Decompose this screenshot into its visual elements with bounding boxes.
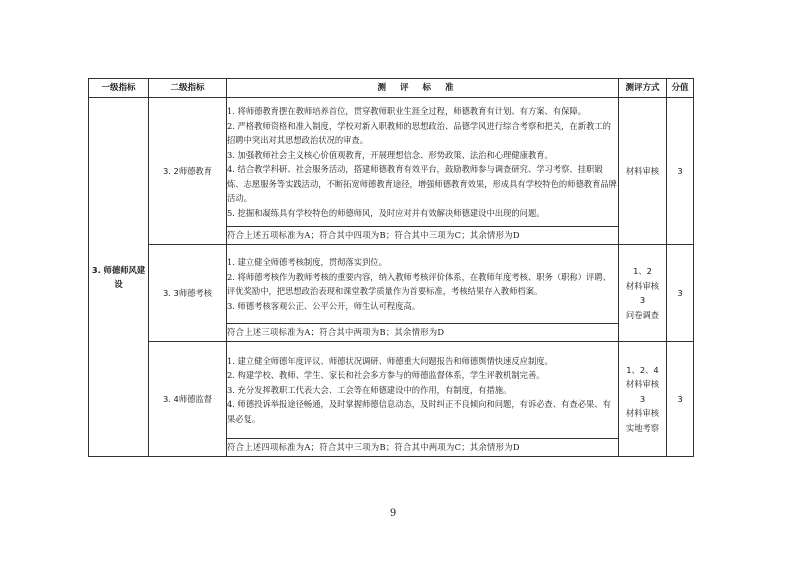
header-standard: 测评标准 [227, 79, 619, 98]
method-line: 问卷调查 [625, 309, 660, 320]
score-cell: 3 [667, 245, 694, 342]
summary-cell: 符合上述三项标准为A；符合其中两项为B；其余情形为D [227, 324, 619, 342]
score-cell: 3 [667, 98, 694, 245]
method-line: 1、2 [633, 266, 652, 276]
level1-cell: 3. 师德师风建设 [89, 98, 149, 457]
summary-cell: 符合上述五项标准为A；符合其中四项为B；符合其中三项为C；其余情形为D [227, 227, 619, 245]
level2-cell: 3. 2师德教育 [149, 98, 227, 245]
page-number: 9 [389, 508, 397, 519]
standard-item: 1. 建立健全师德年度评议、师德状况调研、师德重大问题报告和师德舆情快速反应制度。 [227, 355, 553, 366]
standard-item: 2. 将师德考核作为教师考核的重要内容，纳入教师考核评价体系，在教师年度考核、职务（职称）评聘、评优奖励中，把思想政治表现和课堂教学质量作为首要标准，考核结果存入教师档案。 [227, 271, 611, 296]
level2-cell: 3. 4师德监督 [149, 342, 227, 457]
method-line: 材料审核 [625, 408, 660, 419]
evaluation-table [88, 78, 694, 457]
standard-item: 2. 构建学校、教师、学生、家长和社会多方参与的师德监督体系，学生评教机制完善。 [227, 370, 545, 381]
standard-item: 3. 加强教师社会主义核心价值观教育，开展理想信念、形势政策、法治和心理健康教育。 [227, 149, 553, 160]
level2-cell: 3. 3师德考核 [149, 245, 227, 342]
standard-item: 2. 严格教师资格和准入制度，学校对新入职教师的思想政治、品德学风进行综合考察和把关，在新教工的招聘中突出对其思想政治状况的审查。 [227, 120, 611, 145]
header-level2: 二级指标 [149, 79, 227, 98]
score-cell: 3 [667, 342, 694, 457]
method-line: 1、2、4 [626, 364, 659, 375]
header-score: 分值 [667, 79, 694, 98]
method-cell [619, 98, 667, 245]
method-line: 3 [639, 295, 646, 305]
method-line: 材料审核 [625, 165, 660, 176]
method-cell [619, 245, 667, 342]
standard-item: 3. 充分发挥教职工代表大会、工会等在师德建设中的作用，有制度，有措施。 [227, 384, 512, 395]
summary-cell: 符合上述四项标准为A；符合其中三项为B；符合其中两项为C；其余情形为D [227, 439, 619, 457]
header-row [89, 79, 694, 98]
table-row [89, 98, 694, 227]
standard-items-cell [227, 245, 619, 324]
table-row [89, 342, 694, 439]
method-line: 材料审核 [625, 280, 660, 291]
standard-items-cell [227, 98, 619, 227]
standard-item: 3. 师德考核客观公正、公平公开，师生认可程度高。 [227, 300, 421, 311]
header-level1: 一级指标 [89, 79, 149, 98]
standard-item: 1. 建立健全师德考核制度，贯彻落实到位。 [227, 257, 387, 267]
standard-item: 4. 师德投诉举报途径畅通，及时掌握师德信息动态，及时纠正不良倾向和问题，有诉必查、有查必果、有果必复。 [227, 399, 611, 424]
standard-items-cell [227, 342, 619, 439]
standard-item: 4. 结合教学科研、社会服务活动，搭建师德教育有效平台，鼓励教师参与调查研究、学习考察、挂职锻炼、志愿服务等实践活动，不断拓宽师德教育途径，增强师德教育效果，形成具有学校特色的师德教育品牌活动。 [227, 164, 617, 203]
table-row [89, 245, 694, 324]
header-method: 测评方式 [619, 79, 667, 98]
method-line: 实地考察 [625, 422, 660, 433]
standard-item: 5. 挖掘和凝练具有学校特色的师德师风，及时应对并有效解决师德建设中出现的问题。 [227, 207, 545, 218]
method-line: 材料审核 [625, 379, 660, 390]
method-line: 3 [639, 393, 646, 404]
standard-item: 1. 将师德教育摆在教师培养首位，贯穿教师职业生涯全过程，师德教育有计划、有方案、有保障。 [227, 106, 587, 116]
method-cell [619, 342, 667, 457]
